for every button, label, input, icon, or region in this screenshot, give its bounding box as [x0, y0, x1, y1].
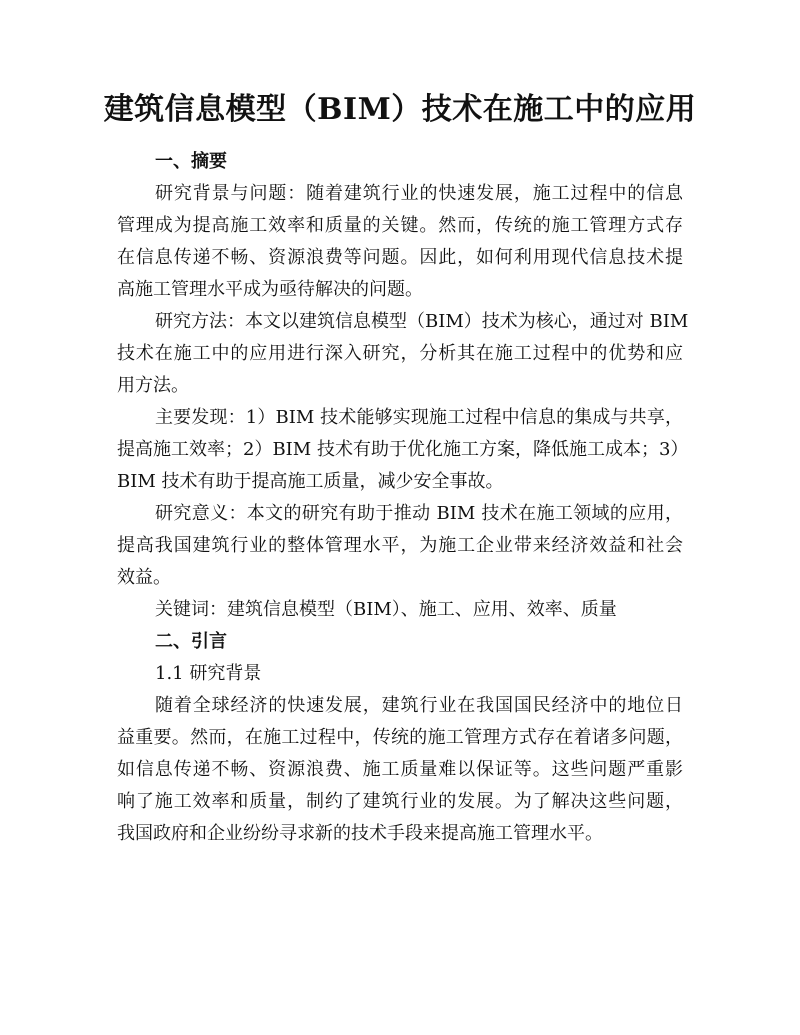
subsection-heading-research-background: 1.1 研究背景 [155, 663, 262, 684]
paragraph-line: 主要发现：1）BIM 技术能够实现施工过程中信息的集成与共享， [155, 407, 683, 428]
paragraph-main-findings [117, 402, 689, 498]
paragraph-line: 技术在施工中的应用进行深入研究，分析其在施工过程中的优势和应 [117, 343, 683, 364]
paragraph-line: BIM 技术有助于提高施工质量，减少安全事故。 [117, 471, 504, 492]
paragraph-line: 提高我国建筑行业的整体管理水平，为施工企业带来经济效益和社会 [117, 535, 683, 556]
keywords-line: 关键词：建筑信息模型（BIM）、施工、应用、效率、质量 [155, 599, 617, 620]
paragraph-line: 管理成为提高施工效率和质量的关键。然而，传统的施工管理方式存 [117, 215, 683, 236]
section-heading-introduction: 二、引言 [155, 631, 227, 652]
section-heading-abstract: 一、摘要 [155, 151, 227, 172]
paragraph-research-background [117, 178, 683, 306]
paragraph-line: 随着全球经济的快速发展，建筑行业在我国国民经济中的地位日 [155, 695, 683, 716]
paragraph-line: 研究方法：本文以建筑信息模型（BIM）技术为核心，通过对 BIM [155, 311, 689, 332]
paragraph-research-method [117, 306, 689, 402]
paragraph-line: 效益。 [117, 567, 171, 588]
paragraph-line: 提高施工效率；2）BIM 技术有助于优化施工方案，降低施工成本；3） [117, 439, 689, 460]
paragraph-line: 用方法。 [117, 375, 189, 396]
paragraph-line: 在信息传递不畅、资源浪费等问题。因此，如何利用现代信息技术提 [117, 247, 683, 268]
paragraph-line: 研究背景与问题：随着建筑行业的快速发展，施工过程中的信息 [155, 183, 683, 204]
paragraph-intro-background [117, 690, 683, 850]
paragraph-line: 研究意义：本文的研究有助于推动 BIM 技术在施工领域的应用， [155, 503, 683, 524]
paragraph-line: 如信息传递不畅、资源浪费、施工质量难以保证等。这些问题严重影 [117, 759, 683, 780]
paragraph-keywords [117, 594, 683, 626]
paragraph-research-significance [117, 498, 683, 594]
paragraph-line: 响了施工效率和质量，制约了建筑行业的发展。为了解决这些问题， [117, 791, 683, 812]
paragraph-line: 高施工管理水平成为亟待解决的问题。 [117, 279, 423, 300]
document-title: 建筑信息模型（BIM）技术在施工中的应用 [103, 92, 697, 127]
paragraph-line: 我国政府和企业纷纷寻求新的技术手段来提高施工管理水平。 [117, 823, 603, 844]
document-body [117, 146, 689, 850]
paragraph-line: 益重要。然而，在施工过程中，传统的施工管理方式存在着诸多问题， [117, 727, 683, 748]
